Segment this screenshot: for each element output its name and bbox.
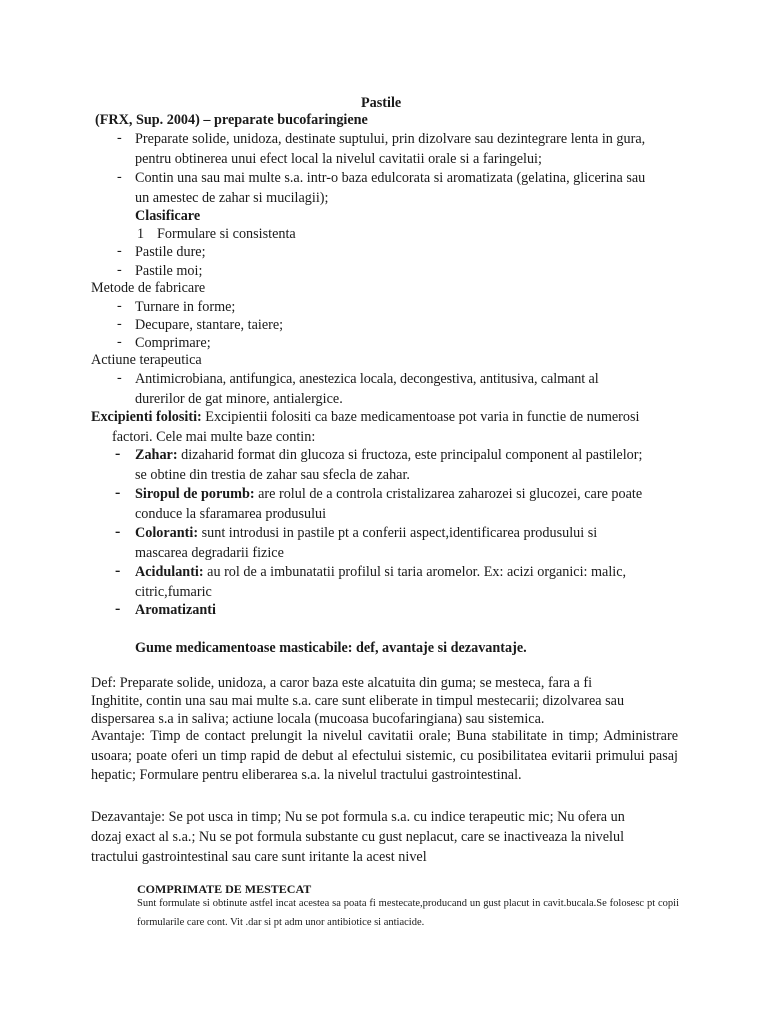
intro-item-1-line-2: pentru obtinerea unui efect local la nivelul cavitatii orale si a faringelui; bbox=[135, 151, 542, 167]
excipient-sirop-line-2: conduce la sfaramarea produsului bbox=[135, 506, 327, 522]
excipienti-text: Excipientii folositi ca baze medicamentoase pot varia in functie de numerosi bbox=[201, 409, 640, 425]
bullet-dash: - bbox=[117, 130, 122, 146]
actiune-line-1: Antimicrobiana, antifungica, anestezica locala, decongestiva, antitusiva, calmant al bbox=[135, 371, 599, 387]
excipient-coloranti-line-2: mascarea degradarii fizice bbox=[135, 545, 284, 561]
bullet-dash: - bbox=[117, 169, 122, 185]
page-subtitle: (FRX, Sup. 2004) – preparate bucofaringiene bbox=[95, 112, 368, 128]
bullet-dash: - bbox=[115, 562, 121, 579]
metode-heading: Metode de fabricare bbox=[91, 280, 206, 296]
excipient-term: Siropul de porumb: bbox=[135, 486, 255, 502]
excipienti-label: Excipienti folositi: bbox=[91, 409, 202, 425]
page-title: Pastile bbox=[361, 95, 402, 111]
clasificare-item-2: Pastile moi; bbox=[135, 263, 203, 279]
intro-item-2-line-2: un amestec de zahar si mucilagii); bbox=[135, 190, 329, 206]
gume-heading: Gume medicamentoase masticabile: def, avantaje si dezavantaje. bbox=[135, 640, 527, 656]
gume-dezavantaje-line-3: tractului gastrointestinal sau care sunt iritante la acest nivel bbox=[91, 849, 427, 865]
metode-item-3: Comprimare; bbox=[135, 335, 211, 351]
actiune-line-2: durerilor de gat minore, antialergice. bbox=[135, 391, 343, 407]
actiune-heading: Actiune terapeutica bbox=[91, 352, 202, 368]
bullet-dash: - bbox=[115, 600, 121, 617]
gume-dezavantaje-line-1: Dezavantaje: Se pot usca in timp; Nu se pot formula s.a. cu indice terapeutic mic; Nu ofera un bbox=[91, 809, 625, 825]
excipient-desc: are rolul de a controla cristalizarea zaharozei si glucozei, care poate bbox=[254, 486, 643, 502]
bullet-dash: - bbox=[117, 316, 122, 332]
gume-def-line-1: Def: Preparate solide, unidoza, a caror baza este alcatuita din guma; se mesteca, fara a fi bbox=[91, 675, 593, 691]
excipient-desc: sunt introdusi in pastile pt a conferii aspect,identificarea produsului si bbox=[198, 525, 598, 541]
bullet-dash: - bbox=[117, 262, 122, 278]
bullet-dash: - bbox=[117, 334, 122, 350]
excipienti-intro-line-1 bbox=[91, 408, 639, 426]
gume-dezavantaje-line-2: dozaj exact al s.a.; Nu se pot formula substante cu gust neplacut, care se inactiveaza la nivelul bbox=[91, 829, 625, 845]
gume-avantaje: Avantaje: Timp de contact prelungit la nivelul cavitatii orale; Buna stabilitate in timp; Administrare usoara; poate oferi un timp rapid de debut al efectului sistemic, cu posibilitatea evitarii primului pasaj hepatic; Formulare pentru eliberarea s.a. la nivelul tractului gastrointestinal. bbox=[91, 728, 678, 783]
excipient-desc: dizaharid format din glucoza si fructoza, este principalul component al pastilelor; bbox=[177, 447, 643, 463]
excipient-sirop-line-1 bbox=[135, 485, 642, 503]
metode-item-1: Turnare in forme; bbox=[135, 299, 236, 315]
excipient-aromatizanti: Aromatizanti bbox=[135, 602, 216, 618]
gume-def-line-3: dispersarea s.a in saliva; actiune locala (mucoasa bucofaringiana) sau sistemica. bbox=[91, 711, 545, 727]
bullet-dash: - bbox=[115, 523, 121, 540]
comprimate-heading: COMPRIMATE DE MESTECAT bbox=[137, 882, 312, 896]
bullet-dash: - bbox=[115, 484, 121, 501]
bullet-dash: - bbox=[117, 370, 122, 386]
clasificare-heading: Clasificare bbox=[135, 208, 201, 224]
excipient-term: Coloranti: bbox=[135, 525, 199, 541]
excipienti-intro-line-2: factori. Cele mai multe baze contin: bbox=[112, 429, 316, 445]
excipient-coloranti-line-1 bbox=[135, 524, 597, 542]
gume-def-line-2: Inghitite, contin una sau mai multe s.a. care sunt eliberate in timpul mestecarii; dizolvarea sau bbox=[91, 693, 625, 709]
metode-item-2: Decupare, stantare, taiere; bbox=[135, 317, 284, 333]
excipient-term: Zahar: bbox=[135, 447, 178, 463]
bullet-dash: - bbox=[115, 445, 121, 462]
excipient-acidulanti-line-1 bbox=[135, 563, 626, 581]
excipient-acidulanti-line-2: citric,fumaric bbox=[135, 584, 212, 600]
clasificare-number: 1 bbox=[137, 226, 145, 242]
excipient-desc: au rol de a imbunatatii profilul si taria aromelor. Ex: acizi organici: malic, bbox=[203, 564, 627, 580]
bullet-dash: - bbox=[117, 298, 122, 314]
excipient-zahar-line-2: se obtine din trestia de zahar sau sfecla de zahar. bbox=[135, 467, 410, 483]
excipient-term: Acidulanti: bbox=[135, 564, 204, 580]
intro-item-2-line-1: Contin una sau mai multe s.a. intr-o baza edulcorata si aromatizata (gelatina, glicerina sau bbox=[135, 170, 646, 186]
comprimate-text: Sunt formulate si obtinute astfel incat acestea sa poata fi mestecate,producand un gust placut in cavit.bucala.Se folosesc pt copii formularile care cont. Vit .dar si pt adm unor antibiotice si antiacide. bbox=[137, 898, 679, 928]
clasificare-item-1: Pastile dure; bbox=[135, 244, 206, 260]
intro-item-1-line-1: Preparate solide, unidoza, destinate suptului, prin dizolvare sau dezintegrare lenta in gura, bbox=[135, 131, 646, 147]
excipient-zahar-line-1 bbox=[135, 446, 642, 464]
bullet-dash: - bbox=[117, 243, 122, 259]
clasificare-numbered-text: Formulare si consistenta bbox=[157, 226, 296, 242]
